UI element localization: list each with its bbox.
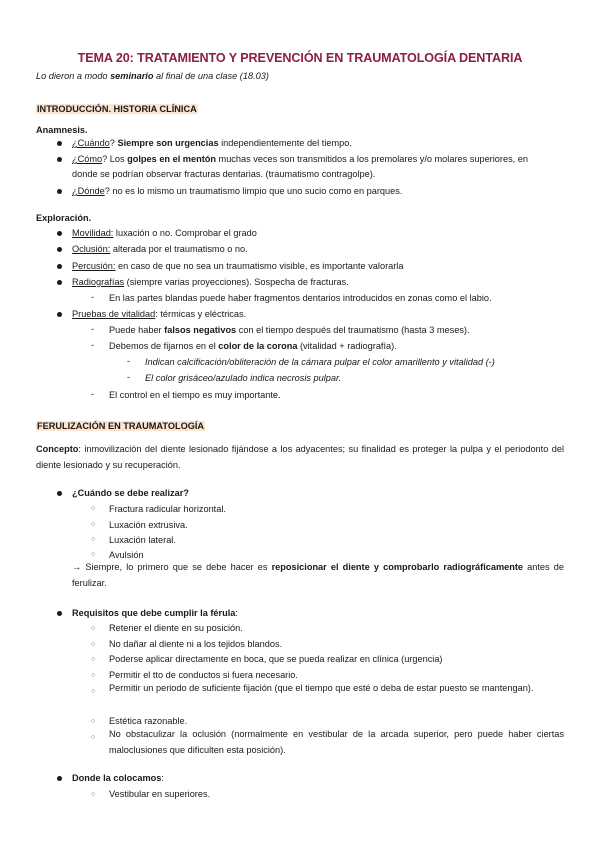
dash-icon: - [91,324,95,334]
requisitos-heading: Requisitos que debe cumplir la férula: [72,608,238,618]
bullet-icon [57,776,62,781]
anamnesis-item-donde: ¿Dónde? no es lo mismo un traumatismo limpio que uno sucio como en parques. [72,186,403,196]
circle-icon: ○ [91,688,96,695]
bullet-icon [57,189,62,194]
bullet-icon [57,312,62,317]
circle-icon: ○ [91,551,96,558]
circle-icon: ○ [91,505,96,512]
section-heading-ferulizacion: FERULIZACIÓN EN TRAUMATOLOGÍA [37,421,205,431]
requisitos-item: Permitir un periodo de suficiente fijación (que el tiempo que esté o deba de estar puesto se mantengan). [109,683,534,693]
requisitos-item: No dañar al diente ni a los tejidos blandos. [109,639,283,649]
subheading-exploracion: Exploración. [36,213,92,223]
section-heading-introduccion: INTRODUCCIÓN. HISTORIA CLÍNICA [37,104,197,114]
subheading-anamnesis: Anamnesis. [36,125,88,135]
bullet-icon [57,157,62,162]
concepto-paragraph: Concepto: inmovilización del diente lesionado fijándose a los adyacentes; su finalidad es proteger la pulpa y el periodonto del diente lesionado y su recuperación. [36,444,564,470]
circle-icon: ○ [91,718,96,725]
vitalidad-subitem-falsos-negativos: Puede haber falsos negativos con el tiempo después del traumatismo (hasta 3 meses). [109,325,470,335]
circle-icon: ○ [91,672,96,679]
requisitos-item: Poderse aplicar directamente en boca, que se pueda realizar en clínica (urgencia) [109,654,443,664]
bullet-icon [57,491,62,496]
circle-icon: ○ [91,625,96,632]
circle-icon: ○ [91,656,96,663]
anamnesis-item-como-cont: donde se podrían observar fracturas dentarias. (traumatismo contragolpe). [72,169,376,179]
cuando-item: Avulsión [109,550,144,560]
requisitos-item: No obstaculizar la oclusión (normalmente en vestibular de la arcada superior, pero puede haber ciertas maloclusiones que dificulten esta posición). [109,729,564,755]
color-corona-detail-grisaceo: El color grisáceo/azulado indica necrosis pulpar. [145,373,342,383]
dash-icon: - [91,389,95,399]
circle-icon: ○ [91,734,96,741]
cuando-item: Luxación lateral. [109,535,176,545]
circle-icon: ○ [91,791,96,798]
bullet-icon [57,247,62,252]
cuando-heading: ¿Cuándo se debe realizar? [72,488,189,498]
circle-icon: ○ [91,521,96,528]
requisitos-item: Estética razonable. [109,716,188,726]
circle-icon: ○ [91,536,96,543]
donde-heading: Donde la colocamos: [72,773,164,783]
exploracion-item-oclusion: Oclusión: alterada por el traumatismo o no. [72,244,248,254]
anamnesis-item-como: ¿Cómo? Los golpes en el mentón muchas veces son transmitidos a los premolares y/o molares superiores, en [72,154,528,164]
exploracion-item-percusion: Percusión: en caso de que no sea un traumatismo visible, es importante valorarla [72,261,404,271]
cuando-item: Fractura radicular horizontal. [109,504,226,514]
anamnesis-item-cuando: ¿Cuándo? Siempre son urgencias independientemente del tiempo. [72,138,352,148]
requisitos-item: Permitir el tto de conductos si fuera necesario. [109,670,298,680]
subtitle: Lo dieron a modo seminario al final de una clase (18.03) [36,71,269,81]
radiografias-subitem: En las partes blandas puede haber fragmentos dentarios introducidos en zonas como el labio. [109,293,492,303]
exploracion-item-radiografias: Radiografías (siempre varias proyecciones). Sospecha de fracturas. [72,277,349,287]
cuando-item: Luxación extrusiva. [109,520,188,530]
dash-icon: - [127,372,131,382]
dash-icon: - [91,292,95,302]
requisitos-item: Retener el diente en su posición. [109,623,243,633]
bullet-icon [57,141,62,146]
bullet-icon [57,231,62,236]
donde-item: Vestibular en superiores. [109,789,211,799]
bullet-icon [57,280,62,285]
cuando-note: → Siempre, lo primero que se debe hacer es reposicionar el diente y comprobarlo radiográficamente antes de ferulizar. [72,562,564,588]
vitalidad-subitem-color-corona: Debemos de fijarnos en el color de la corona (vitalidad + radiografía). [109,341,397,351]
exploracion-item-movilidad: Movilidad: luxación o no. Comprobar el grado [72,228,257,238]
color-corona-detail-amarillento: Indican calcificación/obliteración de la cámara pulpar el color amarillento y vitalidad (-) [145,357,495,367]
circle-icon: ○ [91,641,96,648]
dash-icon: - [127,356,131,366]
bullet-icon [57,264,62,269]
dash-icon: - [91,340,95,350]
vitalidad-subitem-control: El control en el tiempo es muy importante. [109,390,281,400]
exploracion-item-vitalidad: Pruebas de vitalidad: térmicas y eléctricas. [72,309,247,319]
page-title: TEMA 20: TRATAMIENTO Y PREVENCIÓN EN TRAUMATOLOGÍA DENTARIA [77,51,523,65]
bullet-icon [57,611,62,616]
